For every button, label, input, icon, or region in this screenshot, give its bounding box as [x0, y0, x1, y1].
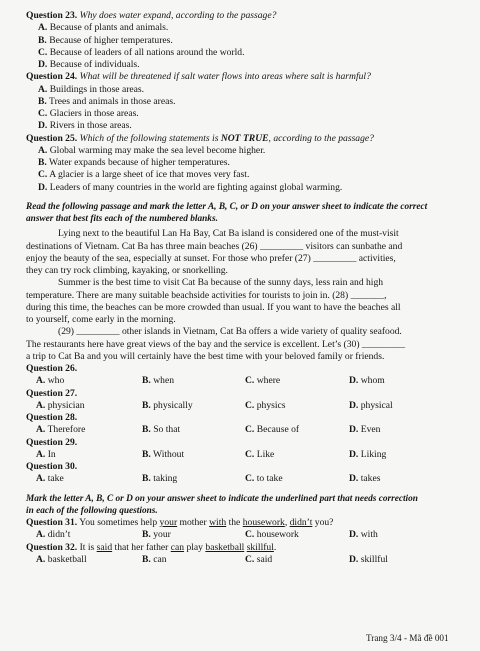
option-row	[0, 554, 480, 566]
underlined-part: basketball	[205, 541, 245, 553]
option-row	[0, 400, 480, 412]
option-c: C. said	[245, 553, 273, 565]
underlined-part: your	[159, 517, 178, 528]
passage-line: to yourself, come early in the morning.	[26, 314, 176, 325]
question-29: Question 29.	[26, 436, 78, 448]
passage-line: destinations of Vietnam. Cat Ba has three main beaches (26) _________ visitors can sunbathe and	[26, 240, 403, 252]
question-number: Question 23.	[26, 10, 78, 21]
option-b: B. Water expands because of higher temperatures.	[38, 157, 230, 168]
option-b: B. can	[142, 553, 167, 565]
question-31: Question 31. You sometimes help your mother with the housework, didn’t you?	[26, 517, 334, 528]
section-instruction: Read the following passage and mark the letter A, B, C, or D on your answer sheet to indicate the correct	[26, 201, 428, 212]
option-a: A. basketball	[36, 553, 87, 565]
option-c: C. where	[245, 375, 281, 387]
passage-line: Lying next to the beautiful Lan Ha Bay, Cat Ba island is considered one of the must-visit	[58, 228, 399, 240]
underlined-part: housework	[242, 517, 285, 528]
option-c: C. to take	[245, 473, 283, 485]
question-stem: What will be threatened if salt water flows into areas where salt is harmful?	[79, 71, 371, 83]
passage-line: Summer is the best time to visit Cat Ba because of the sunny days, less rain and high	[58, 277, 384, 289]
option-d: D. physical	[349, 399, 393, 411]
option-d: D. whom	[349, 375, 385, 387]
question-32: Question 32. It is said that her father can play basketball skillful.	[26, 541, 277, 553]
option-a: A. who	[36, 375, 65, 387]
option-a: A. Global warming may make the sea level become higher.	[38, 144, 266, 156]
question-30: Question 30.	[26, 461, 78, 472]
question-number: Question 24.	[26, 71, 78, 83]
option-b: B. Because of higher temperatures.	[38, 34, 173, 46]
question-stem: Why does water expand, according to the passage?	[79, 10, 277, 21]
question-24	[0, 71, 480, 83]
passage-line: temperature. There are many suitable beachside activities for tourists to join in. (28) _______,	[26, 289, 387, 301]
option-b: B. So that	[142, 424, 181, 436]
option-a: A. In	[36, 448, 56, 460]
option-a: A. physician	[36, 399, 85, 411]
option-c: C. housework	[245, 529, 299, 541]
option-b: B. physically	[142, 399, 193, 411]
page-footer: Trang 3/4 - Mã đề 001	[366, 633, 449, 643]
passage-line: during this time, the beaches can be more crowded than usual. If you want to have the beaches all	[26, 301, 401, 313]
question-number: Question 31.	[26, 517, 78, 528]
option-d: D. Even	[349, 424, 381, 436]
question-number: Question 25.	[26, 132, 78, 144]
question-26: Question 26.	[26, 363, 78, 374]
option-b: B. Trees and animals in those areas.	[38, 95, 176, 107]
option-row	[0, 375, 480, 387]
question-number: Question 32.	[26, 541, 78, 553]
passage-line: they can try rock climbing, kayaking, or snorkelling.	[26, 265, 228, 276]
passage-line: (29) _________ other islands in Vietnam, Cat Ba offers a wide variety of quality seafood.	[58, 326, 402, 338]
option-c: C. A glacier is a large sheet of ice that moves very fast.	[38, 169, 250, 181]
question-23	[0, 10, 480, 22]
option-a: A. Buildings in those areas.	[38, 83, 145, 95]
option-d: D. Liking	[349, 448, 387, 460]
option-b: B. your	[142, 529, 171, 541]
option-a: A. Therefore	[36, 424, 86, 436]
option-c: C. Like	[245, 448, 275, 460]
option-c: C. Because of leaders of all nations around the world.	[38, 46, 245, 58]
underlined-part: didn’t	[289, 517, 313, 528]
option-c: C. Glaciers in those areas.	[38, 108, 139, 119]
option-b: B. Without	[142, 448, 185, 460]
underlined-part: skillful	[246, 541, 274, 553]
section-instruction: in each of the following questions.	[26, 505, 158, 516]
option-d: D. Because of individuals.	[38, 59, 140, 70]
option-row	[0, 424, 480, 436]
option-c: C. Because of	[245, 424, 300, 436]
option-a: A. didn’t	[36, 529, 71, 541]
option-d: D. with	[349, 529, 378, 541]
passage-line: enjoy the beauty of the sea, especially at sunset. For those who prefer (27) _________ activities,	[26, 252, 396, 264]
option-b: B. when	[142, 375, 174, 387]
option-b: B. taking	[142, 473, 178, 485]
question-27: Question 27.	[26, 387, 78, 399]
question-25	[0, 133, 480, 145]
section-instruction: Mark the letter A, B, C or D on your answer sheet to indicate the underlined part that needs correction	[26, 493, 418, 504]
passage-line: The restaurants here have great views of the bay and the service is excellent. Let’s (30) _________	[26, 338, 406, 350]
section-instruction: answer that best fits each of the numbered blanks.	[26, 214, 218, 224]
question-stem: Which of the following statements is NOT TRUE, according to the passage?	[79, 132, 374, 144]
option-row	[0, 473, 480, 485]
underlined-part: with	[209, 517, 227, 528]
option-c: C. physics	[245, 399, 286, 411]
option-a: A. Because of plants and animals.	[38, 22, 169, 34]
option-row	[0, 529, 480, 541]
question-28: Question 28.	[26, 412, 78, 423]
option-a: A. take	[36, 473, 64, 485]
option-d: D. takes	[349, 473, 381, 485]
option-d: D. Leaders of many countries in the world are fighting against global warming.	[38, 181, 343, 193]
passage-line: a trip to Cat Ba and you will certainly have the best time with your beloved family or friends.	[26, 350, 385, 362]
underlined-part: can	[170, 541, 185, 553]
option-row	[0, 449, 480, 461]
option-d: D. Rivers in those areas.	[38, 120, 132, 132]
underlined-part: said	[96, 541, 113, 553]
option-d: D. skillful	[349, 553, 388, 565]
